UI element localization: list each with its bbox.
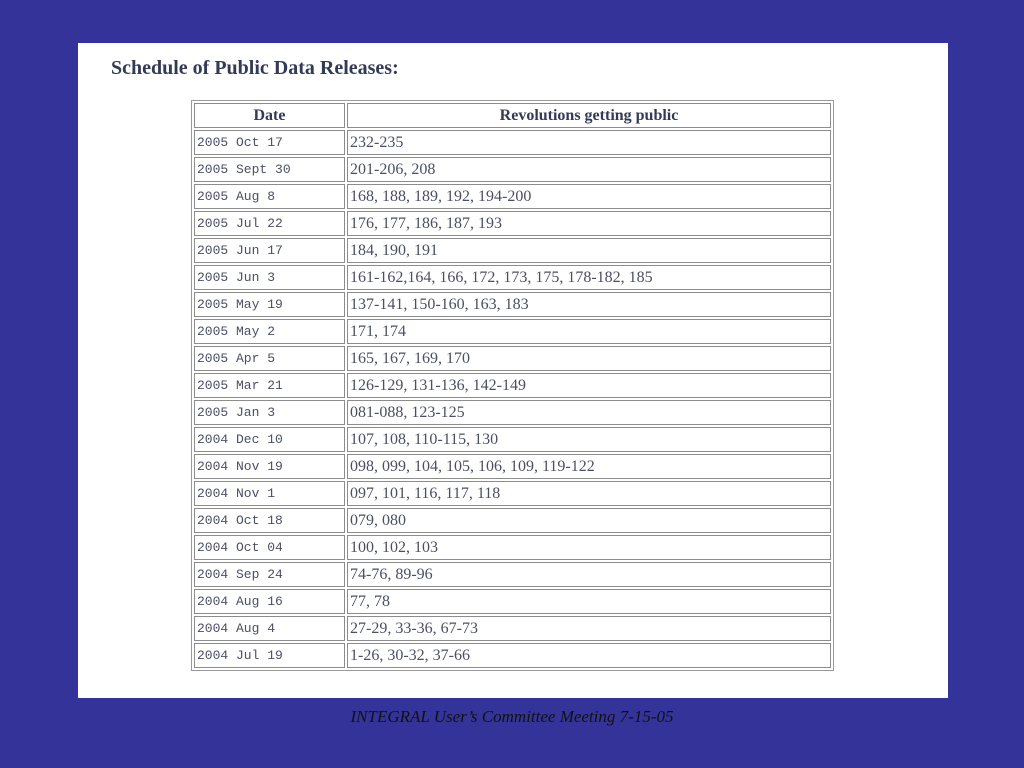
table-body (194, 130, 831, 668)
date-cell: 2004 Nov 1 (194, 481, 345, 506)
revolutions-cell: 1-26, 30-32, 37-66 (347, 643, 831, 668)
revolutions-cell: 098, 099, 104, 105, 106, 109, 119-122 (347, 454, 831, 479)
revolutions-cell: 201-206, 208 (347, 157, 831, 182)
table-row (194, 130, 831, 155)
revolutions-cell: 77, 78 (347, 589, 831, 614)
table-row (194, 562, 831, 587)
date-cell: 2005 Jul 22 (194, 211, 345, 236)
table-row (194, 616, 831, 641)
date-cell: 2005 Jan 3 (194, 400, 345, 425)
revolutions-cell: 232-235 (347, 130, 831, 155)
date-cell: 2005 Aug 8 (194, 184, 345, 209)
release-table-frame (191, 100, 834, 671)
date-cell: 2004 Aug 16 (194, 589, 345, 614)
date-cell: 2005 Sept 30 (194, 157, 345, 182)
table-row (194, 589, 831, 614)
revolutions-cell: 107, 108, 110-115, 130 (347, 427, 831, 452)
date-cell: 2004 Nov 19 (194, 454, 345, 479)
revolutions-cell: 184, 190, 191 (347, 238, 831, 263)
revolutions-cell: 081-088, 123-125 (347, 400, 831, 425)
revolutions-cell: 171, 174 (347, 319, 831, 344)
table-row (194, 346, 831, 371)
table-row (194, 265, 831, 290)
table-row (194, 643, 831, 668)
revolutions-cell: 100, 102, 103 (347, 535, 831, 560)
revolutions-cell: 176, 177, 186, 187, 193 (347, 211, 831, 236)
date-cell: 2004 Sep 24 (194, 562, 345, 587)
table-row (194, 535, 831, 560)
date-cell: 2005 Jun 3 (194, 265, 345, 290)
table-row (194, 400, 831, 425)
revolutions-cell: 097, 101, 116, 117, 118 (347, 481, 831, 506)
date-cell: 2005 Oct 17 (194, 130, 345, 155)
date-cell: 2004 Oct 18 (194, 508, 345, 533)
table-row (194, 454, 831, 479)
revolutions-cell: 137-141, 150-160, 163, 183 (347, 292, 831, 317)
date-cell: 2004 Oct 04 (194, 535, 345, 560)
table-header-row (194, 103, 831, 128)
date-column-header: Date (194, 103, 345, 128)
date-cell: 2005 May 19 (194, 292, 345, 317)
table-row (194, 508, 831, 533)
page-title: Schedule of Public Data Releases: (111, 57, 399, 79)
date-cell: 2005 Jun 17 (194, 238, 345, 263)
table-row (194, 373, 831, 398)
table-row (194, 238, 831, 263)
date-cell: 2005 Apr 5 (194, 346, 345, 371)
table-row (194, 427, 831, 452)
table-row (194, 481, 831, 506)
revolutions-cell: 168, 188, 189, 192, 194-200 (347, 184, 831, 209)
date-cell: 2004 Jul 19 (194, 643, 345, 668)
table-row (194, 292, 831, 317)
table-row (194, 319, 831, 344)
revolutions-cell: 74-76, 89-96 (347, 562, 831, 587)
revolutions-column-header: Revolutions getting public (347, 103, 831, 128)
release-schedule-table (192, 101, 833, 670)
revolutions-cell: 126-129, 131-136, 142-149 (347, 373, 831, 398)
date-cell: 2004 Aug 4 (194, 616, 345, 641)
revolutions-cell: 079, 080 (347, 508, 831, 533)
date-cell: 2005 Mar 21 (194, 373, 345, 398)
date-cell: 2005 May 2 (194, 319, 345, 344)
table-row (194, 211, 831, 236)
table-row (194, 157, 831, 182)
footer-caption: INTEGRAL User’s Committee Meeting 7-15-05 (350, 707, 674, 726)
content-panel (78, 43, 948, 698)
date-cell: 2004 Dec 10 (194, 427, 345, 452)
revolutions-cell: 165, 167, 169, 170 (347, 346, 831, 371)
table-row (194, 184, 831, 209)
revolutions-cell: 27-29, 33-36, 67-73 (347, 616, 831, 641)
revolutions-cell: 161-162,164, 166, 172, 173, 175, 178-182, 185 (347, 265, 831, 290)
